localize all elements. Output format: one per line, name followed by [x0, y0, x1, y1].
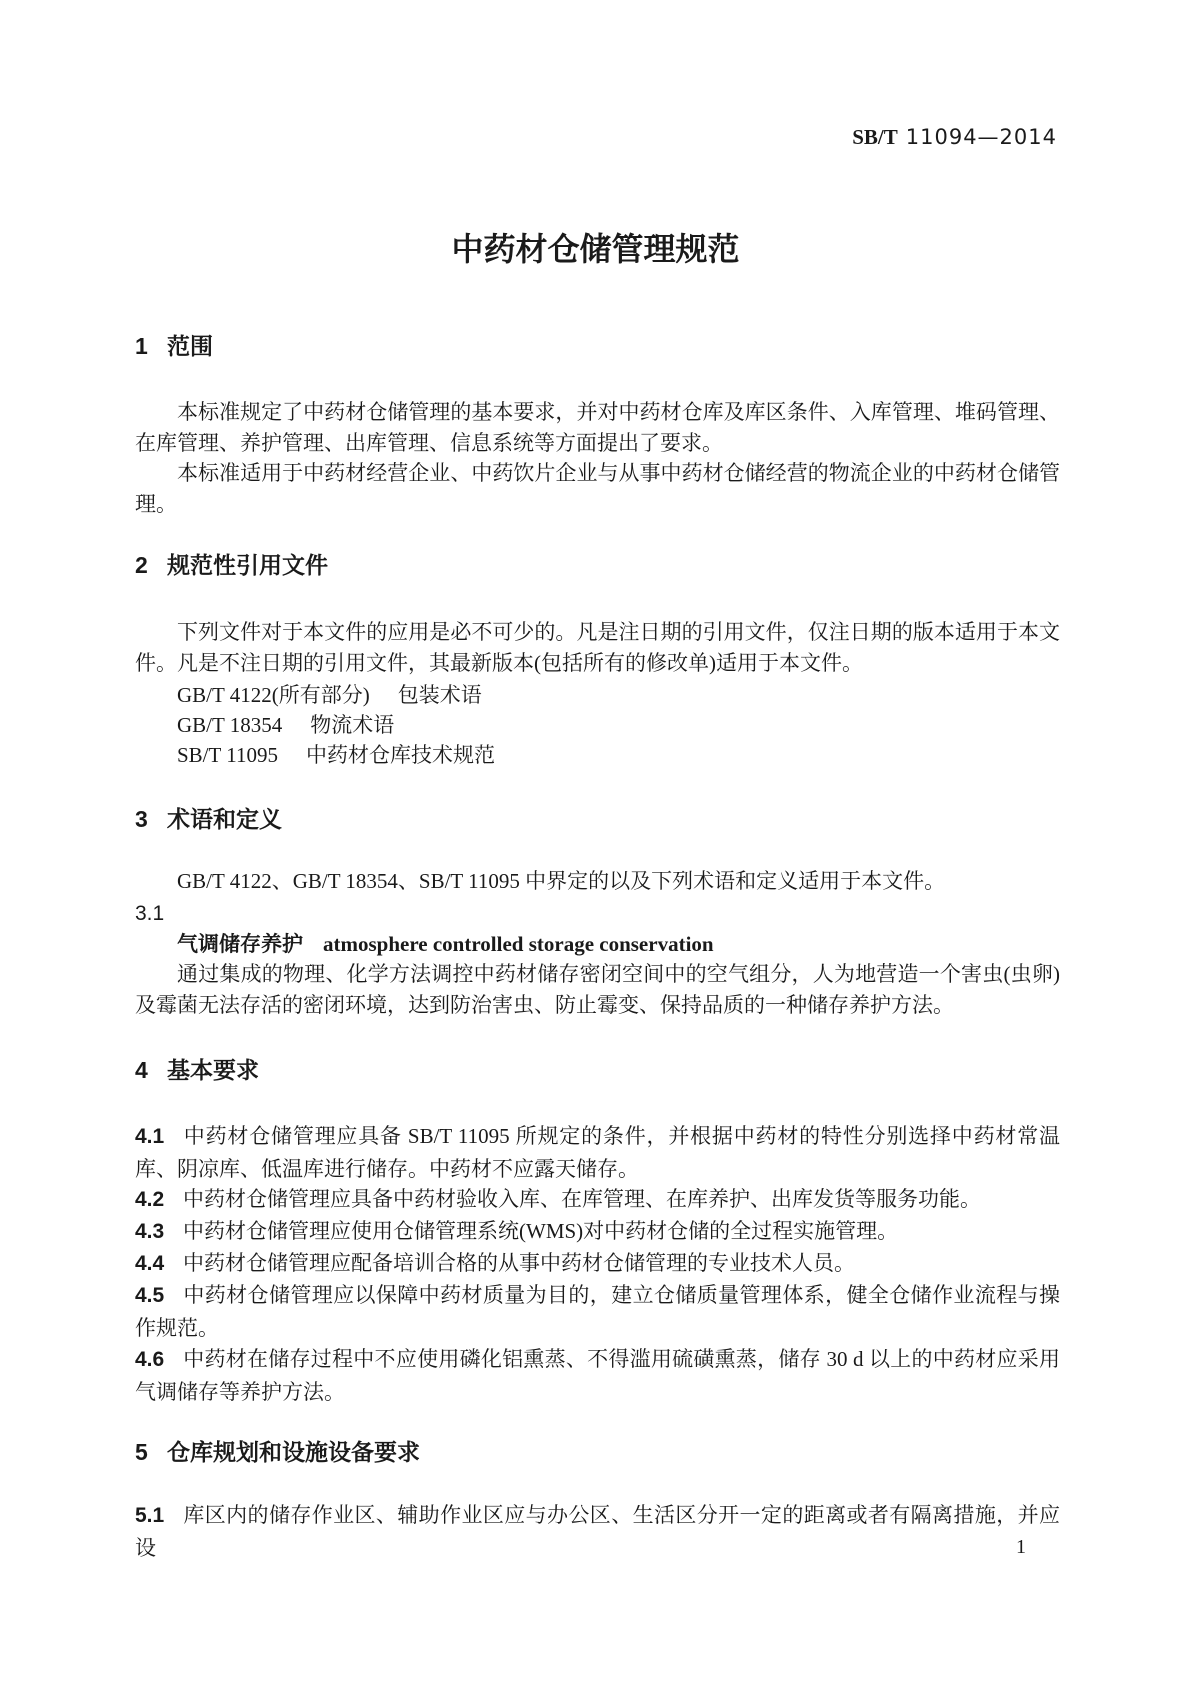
clause-text: 中药材仓储管理应具备 SB/T 11095 所规定的条件，并根据中药材的特性分别选择中药材常温库、阴凉库、低温库进行储存。中药材不应露天储存。	[135, 1124, 1060, 1181]
clause-number: 4.1	[135, 1125, 165, 1148]
reference-item	[135, 710, 1060, 740]
clause-4-1	[135, 1120, 1060, 1185]
standard-code-number: 11094—2014	[905, 125, 1057, 149]
clause-text: 库区内的储存作业区、辅助作业区应与办公区、生活区分开一定的距离或者有隔离措施，并应设	[135, 1503, 1060, 1560]
section-3-number: 3	[135, 806, 148, 832]
clause-number: 4.6	[135, 1348, 165, 1371]
section-1-paragraph-2: 本标准适用于中药材经营企业、中药饮片企业与从事中药材仓储经营的物流企业的中药材仓储管理。	[135, 461, 1060, 516]
section-1-paragraph-1: 本标准规定了中药材仓储管理的基本要求，并对中药材仓库及库区条件、入库管理、堆码管理、在库管理、养护管理、出库管理、信息系统等方面提出了要求。	[135, 400, 1060, 455]
section-1-title: 范围	[167, 333, 213, 359]
reference-title: 中药材仓库技术规范	[305, 743, 495, 767]
page-number: 1	[1016, 1536, 1026, 1558]
section-1-heading	[135, 331, 1060, 361]
clause-text: 中药材在储存过程中不应使用磷化铝熏蒸、不得滥用硫磺熏蒸，储存 30 d 以上的中药材应采用气调储存等养护方法。	[135, 1347, 1060, 1404]
reference-title: 物流术语	[310, 713, 395, 737]
section-4-title: 基本要求	[167, 1057, 259, 1083]
section-4-number: 4	[135, 1057, 148, 1083]
clause-text: 中药材仓储管理应具备中药材验收入库、在库管理、在库养护、出库发货等服务功能。	[183, 1187, 981, 1211]
clause-text: 中药材仓储管理应配备培训合格的从事中药材仓储管理的专业技术人员。	[183, 1251, 855, 1275]
clause-4-3	[135, 1215, 1060, 1248]
clause-4-6	[135, 1343, 1060, 1408]
term-chinese: 气调储存养护	[177, 933, 303, 956]
normative-reference-list	[135, 680, 1060, 770]
clause-4-2	[135, 1183, 1060, 1216]
clause-number: 5.1	[135, 1504, 165, 1527]
section-2-paragraph-1: 下列文件对于本文件的应用是必不可少的。凡是注日期的引用文件，仅注日期的版本适用于本文件。凡是不注日期的引用文件，其最新版本(包括所有的修改单)适用于本文件。	[135, 620, 1060, 675]
reference-title: 包装术语	[397, 683, 482, 707]
term-english: atmosphere controlled storage conservation	[323, 932, 714, 956]
clause-4-4	[135, 1247, 1060, 1280]
clause-text: 中药材仓储管理应以保障中药材质量为目的，建立仓储质量管理体系，健全仓储作业流程与操作规范。	[135, 1283, 1060, 1340]
section-5-title: 仓库规划和设施设备要求	[167, 1439, 420, 1465]
clause-4-5	[135, 1279, 1060, 1344]
section-5-heading	[135, 1437, 1060, 1467]
reference-item	[135, 740, 1060, 770]
clause-5-1	[135, 1499, 1060, 1564]
section-2-number: 2	[135, 552, 148, 578]
clause-number: 4.5	[135, 1284, 165, 1307]
standard-code-header	[135, 122, 1057, 152]
document-title: 中药材仓储管理规范	[451, 231, 740, 267]
section-1-number: 1	[135, 333, 148, 359]
term-3-1-number: 3.1	[135, 902, 165, 925]
reference-item	[135, 680, 1060, 710]
clause-text: 中药材仓储管理应使用仓储管理系统(WMS)对中药材仓储的全过程实施管理。	[183, 1219, 899, 1243]
clause-number: 4.2	[135, 1188, 165, 1211]
section-3-title: 术语和定义	[167, 806, 282, 832]
section-5-number: 5	[135, 1439, 148, 1465]
clause-number: 4.3	[135, 1220, 165, 1243]
section-4-heading	[135, 1055, 1060, 1085]
section-2-title: 规范性引用文件	[167, 552, 328, 578]
clause-number: 4.4	[135, 1252, 165, 1275]
standard-code-prefix: SB/T	[852, 125, 898, 149]
term-3-1-definition: 通过集成的物理、化学方法调控中药材储存密闭空间中的空气组分，人为地营造一个害虫(虫卵)及霉菌无法存活的密闭环境，达到防治害虫、防止霉变、保持品质的一种储存养护方法。	[135, 962, 1060, 1017]
reference-code: GB/T 18354	[177, 713, 283, 737]
section-3-paragraph-1: GB/T 4122、GB/T 18354、SB/T 11095 中界定的以及下列术语和定义适用于本文件。	[177, 869, 946, 893]
section-3-heading	[135, 804, 1060, 834]
term-3-1-entry	[135, 929, 1102, 960]
reference-code: SB/T 11095	[177, 743, 278, 767]
reference-code: GB/T 4122(所有部分)	[177, 683, 370, 707]
section-2-heading	[135, 550, 1060, 580]
